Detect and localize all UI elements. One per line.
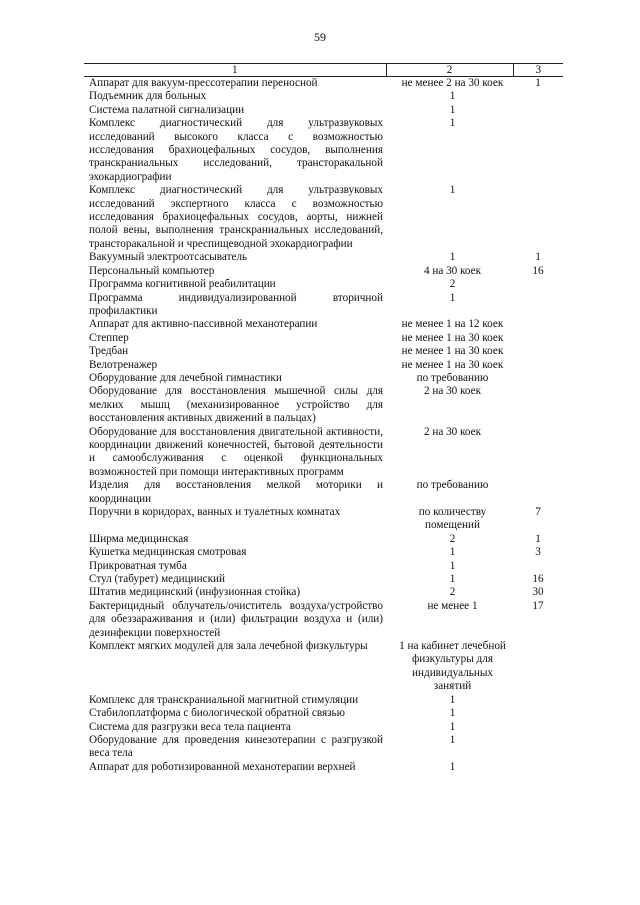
table-row (84, 734, 563, 761)
table-row (84, 117, 563, 184)
quantity-cell: по требованию (416, 479, 489, 492)
equipment-name-cell: Программа индивидуализированной вторичной профилактики (89, 291, 383, 317)
extra-quantity-cell (513, 707, 563, 720)
table-row (84, 184, 563, 251)
quantity-cell: 2 на 30 коек (423, 425, 482, 438)
equipment-name-cell: Комплекс диагностический для ультразвуковых исследований экспертного класса с возможностью исследования брахиоцефальных сосудов, аорты, нижней полой вены, выполнения транскраниальных исследований, трансторакальной и чреспищеводной эхокардиографии (89, 184, 383, 250)
equipment-name-cell: Стабилоплатформа с биологической обратной связью (89, 707, 345, 720)
header-col-3: 3 (513, 64, 563, 77)
table-row (84, 385, 563, 425)
table-row (84, 345, 563, 358)
extra-quantity-cell (513, 640, 563, 694)
table-row (84, 694, 563, 707)
extra-quantity-cell (513, 318, 563, 331)
extra-quantity-cell: 3 (535, 546, 541, 559)
equipment-name-cell: Комплекс для транскраниальной магнитной стимуляции (89, 693, 359, 706)
table-header-row (84, 64, 563, 77)
equipment-name-cell: Тредбан (89, 345, 129, 358)
extra-quantity-cell (513, 117, 563, 184)
extra-quantity-cell (513, 734, 563, 761)
quantity-cell: по количеству помещений (418, 506, 487, 532)
equipment-name-cell: Персональный компьютер (89, 264, 215, 277)
equipment-name-cell: Оборудование для лечебной гимнастики (89, 371, 282, 384)
quantity-cell: не менее 1 на 30 коек (401, 345, 504, 358)
table-row (84, 104, 563, 117)
equipment-name-cell: Аппарат для вакуум-прессотерапии переносной (89, 77, 318, 89)
extra-quantity-cell (513, 332, 563, 345)
quantity-cell: 1 на кабинет лечебной физкультуры для индивидуальных занятий (399, 640, 506, 693)
table-row (84, 251, 563, 264)
extra-quantity-cell (513, 694, 563, 707)
extra-quantity-cell: 16 (532, 573, 544, 586)
extra-quantity-cell: 1 (535, 532, 541, 545)
quantity-cell: 1 (449, 760, 456, 773)
equipment-name-cell: Прикроватная тумба (89, 559, 187, 572)
extra-quantity-cell (513, 721, 563, 734)
table-row (84, 506, 563, 533)
extra-quantity-cell: 7 (535, 506, 541, 518)
quantity-cell: 1 (449, 693, 456, 706)
quantity-cell: 1 (449, 707, 456, 720)
quantity-cell: 2 (449, 278, 456, 291)
header-col-2: 2 (386, 64, 513, 77)
equipment-name-cell: Степпер (89, 331, 129, 344)
page-number: 59 (314, 30, 326, 44)
extra-quantity-cell: 1 (535, 251, 541, 264)
equipment-name-cell: Бактерицидный облучатель/очиститель воздуха/устройство для обеззараживания и (или) фильтрации воздуха и (или) дезинфекции поверхностей (89, 599, 383, 639)
quantity-cell: 2 на 30 коек (423, 385, 482, 398)
table-row (84, 573, 563, 586)
table-row (84, 560, 563, 573)
table-row (84, 426, 563, 480)
equipment-name-cell: Стул (табурет) медицинский (89, 573, 225, 586)
extra-quantity-cell (513, 372, 563, 385)
extra-quantity-cell (513, 292, 563, 319)
quantity-cell: не менее 1 на 30 коек (401, 358, 504, 371)
table-body (84, 77, 563, 775)
quantity-cell: 1 (449, 573, 456, 586)
table-row (84, 77, 563, 91)
table-row (84, 359, 563, 372)
equipment-name-cell: Изделия для восстановления мелкой моторики и координации (89, 479, 383, 505)
quantity-cell: не менее 1 на 30 коек (401, 331, 504, 344)
extra-quantity-cell (513, 761, 563, 774)
quantity-cell: 1 (449, 251, 456, 264)
equipment-name-cell: Подъемник для больных (89, 90, 207, 103)
extra-quantity-cell (513, 479, 563, 506)
extra-quantity-cell: 17 (532, 599, 544, 612)
equipment-name-cell: Штатив медицинский (инфузионная стойка) (89, 586, 301, 599)
equipment-name-cell: Аппарат для роботизированной механотерапии верхней (89, 760, 356, 773)
quantity-cell: 1 (449, 90, 456, 103)
equipment-name-cell: Аппарат для активно-пассивной механотерапии (89, 318, 318, 331)
quantity-cell: 2 (449, 586, 456, 599)
quantity-cell: 4 на 30 коек (423, 264, 482, 277)
table-row (84, 721, 563, 734)
equipment-name-cell: Программа когнитивной реабилитации (89, 278, 276, 291)
extra-quantity-cell (513, 184, 563, 251)
quantity-cell: 1 (449, 559, 456, 572)
table-row (84, 292, 563, 319)
quantity-cell: 1 (449, 184, 456, 197)
equipment-name-cell: Комплекс диагностический для ультразвуковых исследований высокого класса с возможностью исследования брахиоцефальных сосудов, выполнения транскраниальных исследований, трансторакальной эхокардиографии (89, 117, 383, 183)
equipment-name-cell: Система для разгрузки веса тела пациента (89, 720, 291, 733)
table-row (84, 586, 563, 599)
extra-quantity-cell (513, 359, 563, 372)
equipment-name-cell: Система палатной сигнализации (89, 103, 245, 116)
quantity-cell: 1 (449, 291, 456, 304)
quantity-cell: 1 (449, 733, 456, 746)
quantity-cell: не менее 2 на 30 коек (401, 77, 504, 89)
table-row (84, 278, 563, 291)
quantity-cell: 1 (449, 103, 456, 116)
extra-quantity-cell: 1 (535, 77, 541, 89)
quantity-cell: по требованию (416, 371, 489, 384)
equipment-name-cell: Комплект мягких модулей для зала лечебной физкультуры (89, 640, 368, 653)
extra-quantity-cell (513, 560, 563, 573)
extra-quantity-cell (513, 90, 563, 103)
equipment-name-cell: Ширма медицинская (89, 532, 189, 545)
equipment-name-cell: Оборудование для восстановления мышечной силы для мелких мышц (механизированное устройство для восстановления активных движений в пальцах) (89, 385, 383, 425)
table-row (84, 707, 563, 720)
table-row (84, 533, 563, 546)
equipment-name-cell: Оборудование для восстановления двигательной активности, координации движений конечностей, бытовой деятельности и самообслуживания с оценкой функциональных возможностей при помощи интерактивных программ (89, 425, 383, 478)
table-row (84, 600, 563, 640)
table-row (84, 332, 563, 345)
extra-quantity-cell (513, 385, 563, 425)
quantity-cell: 2 (449, 532, 456, 545)
equipment-name-cell: Вакуумный электроотсасыватель (89, 251, 248, 264)
quantity-cell: 1 (449, 546, 456, 559)
extra-quantity-cell (513, 278, 563, 291)
extra-quantity-cell: 30 (532, 586, 544, 599)
table-row (84, 546, 563, 559)
table-row (84, 761, 563, 774)
quantity-cell: 1 (449, 720, 456, 733)
table-row (84, 640, 563, 694)
table-row (84, 479, 563, 506)
quantity-cell: не менее 1 (427, 599, 478, 612)
quantity-cell: 1 (449, 117, 456, 130)
extra-quantity-cell (513, 345, 563, 358)
extra-quantity-cell (513, 426, 563, 480)
quantity-cell: не менее 1 на 12 коек (401, 318, 504, 331)
equipment-name-cell: Велотренажер (89, 358, 158, 371)
equipment-table (84, 63, 563, 774)
extra-quantity-cell: 16 (532, 264, 544, 277)
table-row (84, 318, 563, 331)
table-row (84, 90, 563, 103)
table-row (84, 372, 563, 385)
extra-quantity-cell (513, 104, 563, 117)
header-col-1: 1 (84, 64, 386, 77)
table-row (84, 265, 563, 278)
equipment-name-cell: Кушетка медицинская смотровая (89, 546, 247, 559)
equipment-name-cell: Оборудование для проведения кинезотерапии с разгрузкой веса тела (89, 733, 383, 760)
equipment-name-cell: Поручни в коридорах, ванных и туалетных комнатах (89, 506, 341, 518)
